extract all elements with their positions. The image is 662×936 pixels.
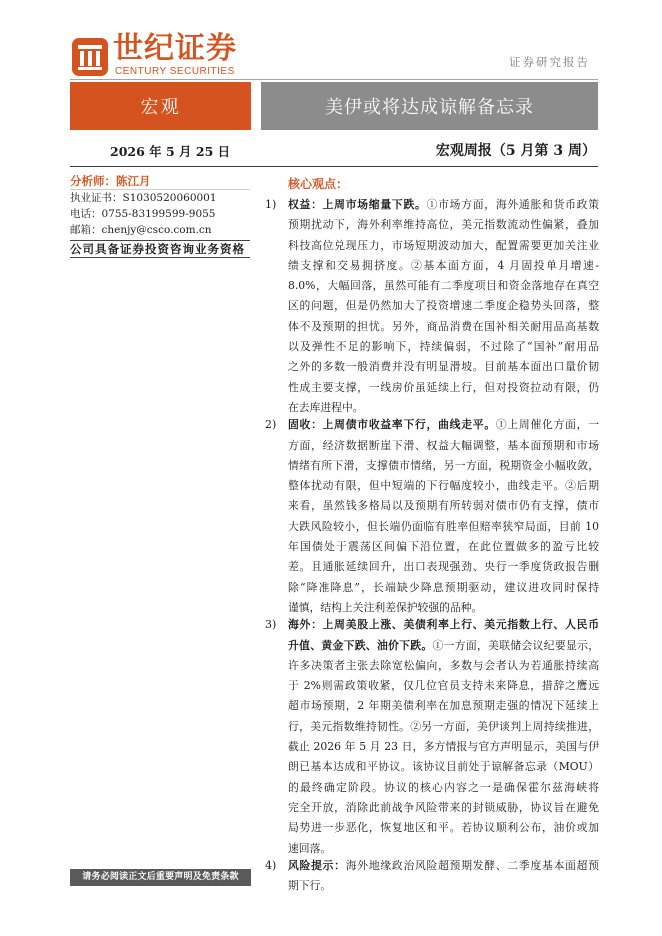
date-row-divider <box>70 166 598 167</box>
analyst-license: 执业证书：S1030520060001 <box>70 192 217 204</box>
core-view-body-text: ①上周催化方面，一 <box>495 418 600 432</box>
core-view-lead-text: 权益：上周市场缩量下跌。 <box>288 198 427 211</box>
category-banner <box>70 82 251 130</box>
core-view-line <box>288 415 599 435</box>
report-date: 2026 年 5 月 25 日 <box>110 144 231 159</box>
core-view-line <box>288 798 599 818</box>
header-divider <box>70 79 598 80</box>
disclaimer-notice: 请务必阅读正文后重要声明及免责条款 <box>70 869 251 886</box>
core-view-line <box>288 276 599 296</box>
core-views-heading: 核心观点： <box>288 177 349 191</box>
core-view-body-text: 绩支撑和交易拥挤度。②基本面方面，4 月固投单月增速- <box>288 258 599 272</box>
core-view-line <box>288 737 599 757</box>
core-view-line <box>288 317 599 337</box>
brand-name-english: CENTURY SECURITIES <box>115 66 235 77</box>
core-view-body-text: 预期扰动下，海外利率维持高位，美元指数流动性偏紧，叠加 <box>288 218 599 232</box>
core-views-list <box>265 195 600 896</box>
core-view-body-text: 局势进一步恶化，恢复地区和平。若协议顺利公布，油价或加 <box>288 821 599 835</box>
analyst-name: 分析师：陈江月 <box>70 174 151 188</box>
core-view-lead-text: 风险提示： <box>288 858 346 872</box>
qualification-divider-bottom <box>70 257 250 258</box>
company-qualification: 公司具备证券投资咨询业务资格 <box>70 242 245 256</box>
core-view-line <box>288 337 599 357</box>
core-view-line <box>288 636 599 656</box>
century-securities-emblem-icon <box>72 38 108 76</box>
core-view-item <box>265 615 600 859</box>
core-view-body-text: 期下行。 <box>288 879 332 893</box>
analyst-email: 邮箱：chenjy@csco.com.cn <box>70 224 212 236</box>
core-view-line <box>288 436 599 456</box>
core-view-line <box>288 296 599 316</box>
qualification-divider-top <box>70 240 250 241</box>
core-view-line <box>288 256 599 276</box>
title-banner <box>261 82 598 130</box>
core-view-line <box>288 378 599 398</box>
analyst-divider <box>70 189 250 190</box>
core-view-body-text: 体不及预期的担忧。另外，商品消费在国补相关耐用品高基数 <box>288 319 599 333</box>
core-view-line <box>288 856 599 876</box>
core-view-line <box>288 496 599 516</box>
core-view-body-text: 速回落。 <box>288 841 332 855</box>
core-view-line <box>288 778 599 798</box>
core-view-body-text: 性成主要支撑，一线房价虽延续上行，但对投资拉动有限，仍 <box>288 380 599 394</box>
core-view-lead-text: 固收：上周债市收益率下行，曲线走平。 <box>288 418 496 432</box>
report-series: 宏观周报（5 月第 3 周） <box>435 143 596 159</box>
core-view-body-text: 朗已基本达成和平协议。该协议目前处于谅解备忘录（MOU） <box>288 760 599 774</box>
core-view-body-text: 差。且通胀延续回升，出口表现强劲、央行一季度货政报告删 <box>288 560 599 574</box>
core-view-item-number: 2) <box>265 418 277 432</box>
core-view-body-text: 区的问题，但是仍然加大了投资增速二季度企稳势头回落，整 <box>288 299 599 313</box>
core-view-line <box>288 615 599 635</box>
core-view-body-text: 科技高位兑现压力，市场短期波动加大，配置需要更加关注业 <box>288 238 599 252</box>
core-view-line <box>288 215 599 235</box>
core-view-line <box>288 876 599 896</box>
core-view-line <box>288 557 599 577</box>
core-view-line <box>288 676 599 696</box>
core-view-body-text: 来看，虽然钱多格局以及预期有所转弱对债市仍有支撑，债市 <box>288 499 599 513</box>
core-view-line <box>288 818 599 838</box>
core-view-line <box>288 757 599 777</box>
core-view-body-text: 许多决策者主张去除宽松偏向，多数与会者认为若通胀持续高 <box>288 658 599 672</box>
core-view-body-text: 超市场预期，2 年期美债利率在加息预期走强的情况下延续上 <box>288 699 599 713</box>
core-view-body-text: 大跌风险较小，但长端仍面临有胜率但赔率狭窄局面，目前 10 <box>288 519 599 533</box>
core-view-line <box>288 517 599 537</box>
core-view-body-text: 除“降准降息”，长端缺少降息预期驱动，建议进攻同时保持 <box>288 580 599 594</box>
core-view-body-text: 方面，经济数据断崖下滑、权益大幅调整，基本面预期和市场 <box>288 438 599 452</box>
core-view-body-text: 行，美元指数维持韧性。②另一方面，美伊谈判上周持续推进， <box>288 719 599 733</box>
core-view-line <box>288 717 599 737</box>
core-view-body-text: 在去库进程中。 <box>288 400 364 414</box>
core-view-line <box>288 476 599 496</box>
core-view-body-text: 截止 2026 年 5 月 23 日，多方情报与官方声明显示，美国与伊 <box>288 740 599 754</box>
core-view-item-number: 1) <box>265 198 277 211</box>
core-view-lead-text: 海外：上周美股上涨、美债利率上行、美元指数上行、人民币 <box>288 618 599 632</box>
core-view-line <box>288 456 599 476</box>
core-view-line <box>288 236 599 256</box>
core-view-body-text: 之外的多数一般消费并没有明显滑坡。目前基本面出口量价韧 <box>288 360 599 374</box>
core-view-item <box>265 856 600 897</box>
core-view-item <box>265 415 600 618</box>
core-view-body-text: 情绪有所下滑，支撑债市情绪，另一方面，税期资金小幅收敛， <box>288 458 599 472</box>
core-view-item <box>265 195 600 418</box>
core-view-line <box>288 656 599 676</box>
core-view-line <box>288 537 599 557</box>
core-view-line <box>288 195 599 215</box>
core-view-body-text: 年国债处于震荡区间偏下沿位置，在此位置做多的盈亏比较 <box>288 540 599 554</box>
core-view-line <box>288 696 599 716</box>
core-view-line <box>288 578 599 598</box>
core-view-item-number: 3) <box>265 618 277 632</box>
core-view-body-text: 于 2%则需政策收紧，仅几位官员支持未来降息，措辞之鹰远 <box>288 679 599 693</box>
core-view-body-text: ①一方面，美联储会议纪要显示， <box>432 638 600 652</box>
core-view-body-text: 的最终确定阶段。协议的核心内容之一是确保霍尔兹海峡将 <box>288 780 599 794</box>
brand-name: 世纪证券 <box>113 31 237 66</box>
core-view-body-text: 完全开放，消除此前战争风险带来的封锁威胁，协议旨在避免 <box>288 800 599 814</box>
core-view-body-text: 以及弹性不足的影响下，持续偏弱，不过除了“国补”耐用品 <box>288 340 599 354</box>
analyst-phone: 电话：0755-83199599-9055 <box>70 208 216 220</box>
category-label: 宏观 <box>140 97 181 118</box>
report-title: 美伊或将达成谅解备忘录 <box>325 97 534 118</box>
core-view-body-text: 整体扰动有限，但中短端的下行幅度较小，曲线走平。②后期 <box>288 479 599 493</box>
core-view-body-text: 海外地缘政治风险超预期发酵、二季度基本面超预 <box>345 858 600 872</box>
core-view-body-text: ①市场方面，海外通胀和货币政策 <box>426 198 600 211</box>
report-type-label: 证券研究报告 <box>509 55 590 69</box>
core-view-line <box>288 357 599 377</box>
core-view-body-text: 谨慎，结构上关注利差保护较强的品种。 <box>288 600 483 614</box>
core-view-body-text: 8.0%，大幅回落，虽然可能有二季度项目和资金落地存在真空 <box>288 279 599 293</box>
core-view-lead-text: 升值、黄金下跌、油价下跌。 <box>288 638 433 652</box>
core-view-item-number: 4) <box>265 858 277 872</box>
